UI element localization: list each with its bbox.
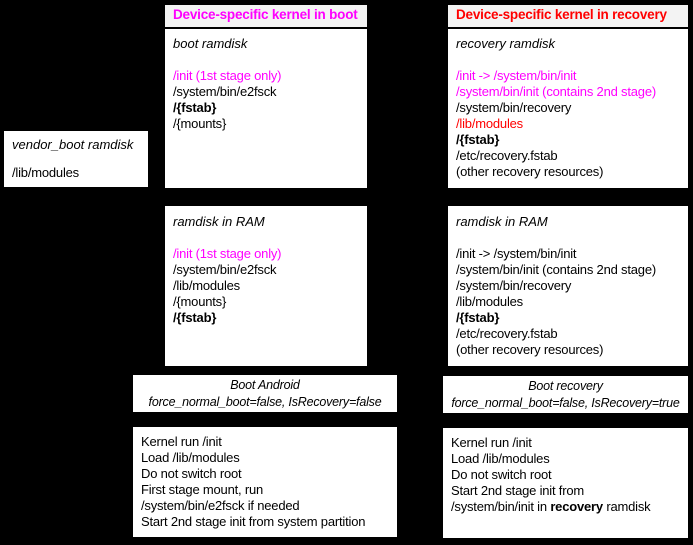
recovery-ramdisk-title: recovery ramdisk <box>456 36 555 51</box>
boot-ramdisk-in-ram-box <box>165 206 367 366</box>
boot-ram-title: ramdisk in RAM <box>173 214 265 229</box>
diagram-text-line: /{fstab} <box>456 132 500 147</box>
boot-kernel-box <box>165 5 367 188</box>
spacer <box>173 230 359 246</box>
spacer <box>456 230 680 246</box>
vendor-box-title: vendor_boot ramdisk <box>12 137 134 152</box>
diagram-text-line: /lib/modules <box>456 116 523 131</box>
diagram-text-line: (other recovery resources) <box>456 164 604 179</box>
boot-ram-lines <box>173 246 359 326</box>
vendor-boot-ramdisk-box <box>4 131 148 187</box>
diagram-text-line: /system/bin/recovery <box>456 100 572 115</box>
diagram-text-line: /system/bin/e2fsck <box>173 262 277 277</box>
diagram-text-line: /{mounts} <box>173 294 227 309</box>
diagram-text-line: /lib/modules <box>456 294 523 309</box>
boot-android-label-box <box>133 375 397 412</box>
diagram-text-line: (other recovery resources) <box>456 342 604 357</box>
diagram-text-line: /{fstab} <box>173 100 217 115</box>
boot-steps-box <box>133 427 397 537</box>
boot-kernel-header: Device-specific kernel in boot <box>165 5 367 29</box>
diagram-text-line: Load /lib/modules <box>451 451 550 466</box>
recovery-ramdisk-in-ram-box <box>448 206 688 366</box>
diagram-text-line: /etc/recovery.fstab <box>456 148 558 163</box>
boot-ramdisk-lines <box>173 68 359 132</box>
spacer <box>12 153 140 165</box>
recovery-ramdisk-lines <box>456 68 680 180</box>
recovery-kernel-header: Device-specific kernel in recovery <box>448 5 688 29</box>
boot-recovery-label-box <box>443 376 688 413</box>
recovery-steps-box <box>443 428 688 538</box>
boot-ramdisk-title: boot ramdisk <box>173 36 248 51</box>
diagram-text-line: /lib/modules <box>173 278 240 293</box>
spacer <box>173 52 359 68</box>
spacer <box>456 52 680 68</box>
diagram-text-line: /system/bin/e2fsck if needed <box>141 498 300 513</box>
diagram-text-line: /{fstab} <box>173 310 217 325</box>
diagram-text-line: Kernel run /init <box>141 434 222 449</box>
boot-recovery-title: Boot recovery <box>528 379 603 393</box>
diagram-text-line: /init -> /system/bin/init <box>456 246 577 261</box>
boot-recovery-subtitle: force_normal_boot=false, IsRecovery=true <box>451 396 680 410</box>
diagram-text-line: /system/bin/init (contains 2nd stage) <box>456 84 656 99</box>
boot-android-title: Boot Android <box>230 378 300 392</box>
recovery-ramdisk-body <box>448 29 688 187</box>
boot-ramdisk-body <box>165 29 367 139</box>
recovery-ram-title: ramdisk in RAM <box>456 214 548 229</box>
diagram-text-line: /etc/recovery.fstab <box>456 326 558 341</box>
diagram-text-line: /init -> /system/bin/init <box>456 68 577 83</box>
recovery-ram-lines <box>456 246 680 358</box>
diagram-text-line: Load /lib/modules <box>141 450 240 465</box>
diagram-text-line: Do not switch root <box>141 466 242 481</box>
diagram-text-line: Do not switch root <box>451 467 552 482</box>
recovery-kernel-box <box>448 5 688 188</box>
diagram-text-line: Start 2nd stage init from system partition <box>141 514 366 529</box>
boot-steps-lines <box>141 434 389 530</box>
diagram-text-line: /init (1st stage only) <box>173 246 282 261</box>
diagram-text-line: Kernel run /init <box>451 435 532 450</box>
diagram-text-line: /system/bin/e2fsck <box>173 84 277 99</box>
recovery-steps-lines <box>451 435 680 515</box>
diagram-text-line: First stage mount, run <box>141 482 264 497</box>
diagram-text-line: Start 2nd stage init from <box>451 483 585 498</box>
diagram-text-line: /system/bin/init in recovery ramdisk <box>451 499 651 514</box>
diagram-text-line: /{fstab} <box>456 310 500 325</box>
diagram-text-line: /system/bin/init (contains 2nd stage) <box>456 262 656 277</box>
diagram-text-line: /init (1st stage only) <box>173 68 282 83</box>
diagram-text-line: /{mounts} <box>173 116 227 131</box>
diagram-text-line: /system/bin/recovery <box>456 278 572 293</box>
boot-android-subtitle: force_normal_boot=false, IsRecovery=false <box>148 395 382 409</box>
vendor-box-line: /lib/modules <box>12 165 79 180</box>
